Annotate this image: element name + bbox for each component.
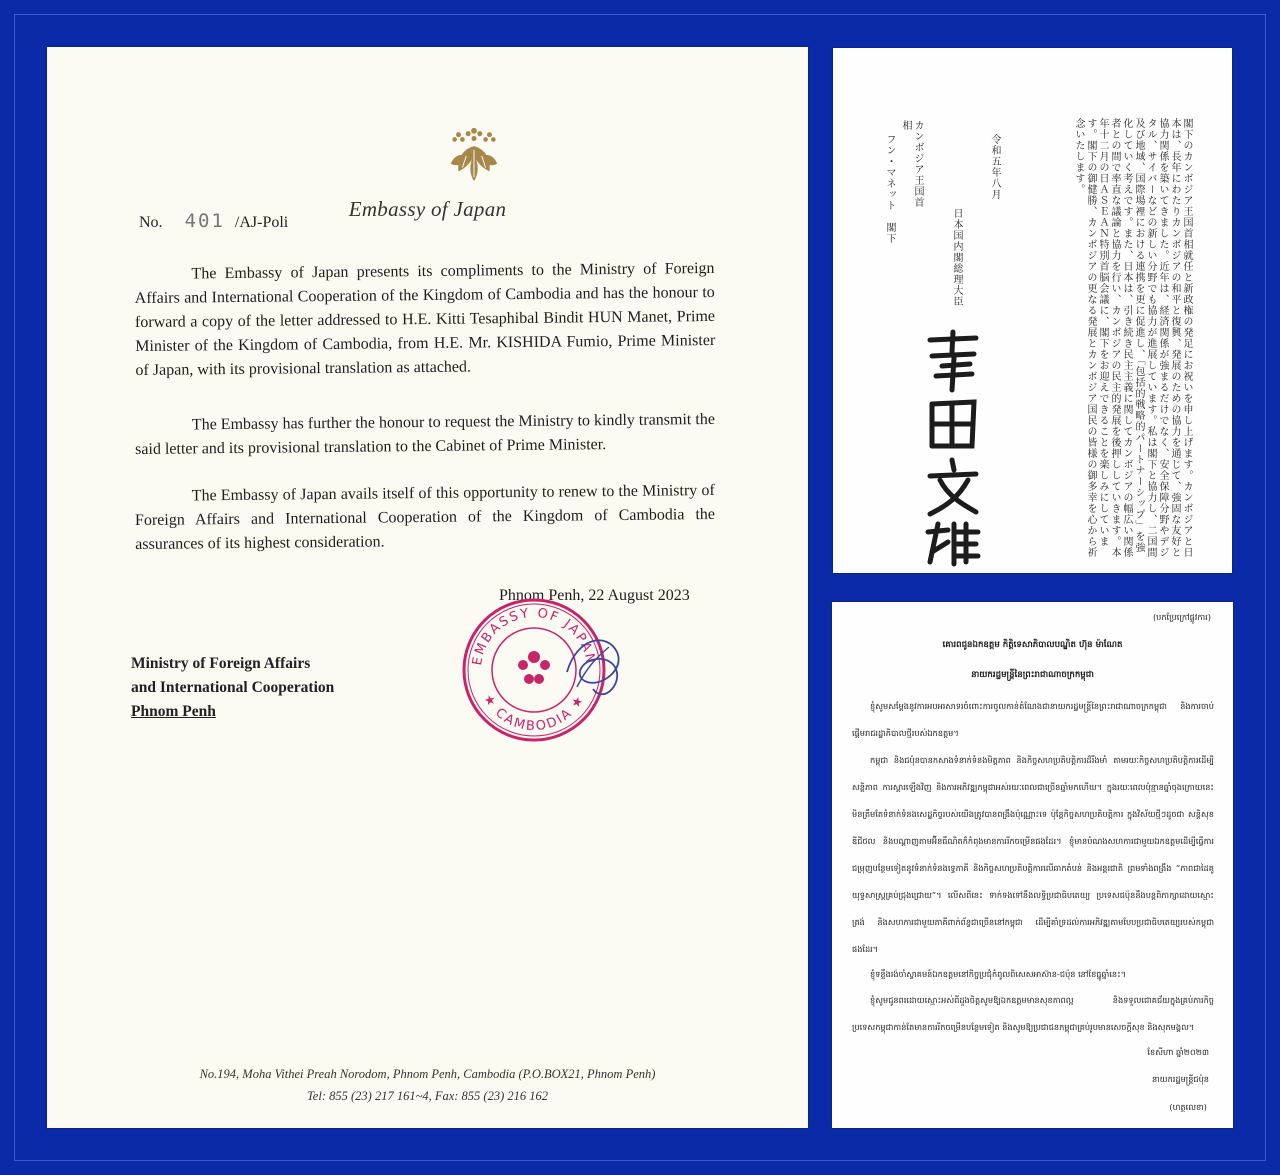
japanese-letter <box>833 48 1232 573</box>
svg-text:★ CAMBODIA ★: ★ CAMBODIA ★ <box>479 691 589 735</box>
addressee-line-2: and International Cooperation <box>131 679 335 696</box>
khmer-translation <box>832 602 1233 1128</box>
addressee-line-1: Ministry of Foreign Affairs <box>131 655 311 672</box>
english-note-verbale <box>47 47 808 1128</box>
km-signature-note: (ហត្ថលេខា) <box>1169 1102 1207 1112</box>
ref-prefix: No. <box>139 214 163 231</box>
ref-number: 401 <box>184 210 225 232</box>
kishida-handwritten-signature <box>918 328 988 568</box>
letterhead-footer <box>47 1063 808 1107</box>
footer-address: No.194, Moha Vithei Preah Norodom, Phnom Penh, Cambodia (P.O.BOX21, Phnom Penh) <box>199 1067 656 1081</box>
addressee-line-3: Phnom Penh <box>131 703 216 720</box>
dateline: Phnom Penh, 22 August 2023 <box>499 587 690 604</box>
body-paragraph-2: The Embassy has further the honour to request the Ministry to kindly transmit the said letter and its provisional translation to the Cabinet of Prime Minister. <box>135 410 715 459</box>
km-paragraph-2: កម្ពុជា និងជប៉ុនបានកសាងទំនាក់ទំនងមិត្តភាព និងកិច្ចសហប្រតិបត្តិការដ៏រឹងមាំ តាមរយៈកិច្ចសហប្រតិបត្តិការដើម្បីសន្តិភាព ការស្តារឡើងវិញ និងការអភិវឌ្ឍកម្ពុជាអស់រយៈពេលជាច្រើនឆ្នាំមកហើយ។ ក្នុងរយៈពេលប៉ុន្មានឆ្នាំចុងក្រោយនេះ មិនត្រឹមតែទំនាក់ទំនងសេដ្ឋកិច្ចរបស់យើងត្រូវបានពង្រឹងប៉ុណ្ណោះទេ ប៉ុន្តែកិច្ចសហប្រតិបត្តិការ ក្នុងវិស័យថ្មីៗដូចជា សន្តិសុខ ឌីជីថល និងបណ្តាញតាមអ៊ីនធឺណិតក៏កំពុងមានការរីកចម្រើនផងដែរ។ ខ្ញុំមានបំណងសហការជាមួយឯកឧត្តមដើម្បីធ្វើការជម្រុញបន្ថែមទៀតនូវទំនាក់ទំនងទ្វេភាគី និងកិច្ចសហប្រតិបត្តិការលើឆាកតំបន់ និងអន្តរជាតិ ព្រមទាំងពង្រឹង “ភាពជាដៃគូយុទ្ធសាស្ត្រគ្រប់ជ្រុងជ្រោយ”។ លើសពីនេះ ទាក់ទងទៅនឹងលទ្ធិប្រជាធិបតេយ្យ ប្រទេសជប៉ុននឹងបន្តពិភាក្សាដោយស្មោះត្រង់ និងសហការជាមួយភាគីពាក់ព័ន្ធជាច្រើននៅកម្ពុជា ដើម្បីគាំទ្រដល់ការអភិវឌ្ឍតាមបែបប្រជាធិបតេយ្យរបស់កម្ពុជាផងដែរ។ <box>852 755 1214 954</box>
jp-letter-body: 閣下のカンボジア王国首相就任と新政権の発足にお祝いを申し上げます。カンボジアと日本は、長年にわたりカンボジアの和平と復興、発展のための協力を通じて、強固な友好と協力関係を築いてきました。近年は、経済関係が強まるだけでなく、安全保障分野やデジタル、サイバーなどの新しい分野でも協力が進展しています。私は閣下と協力し、二国間及び地域、国際場裡における連携を更に促進し、「包括的戦略的パートナーシップ」を強化していく考えです。また、日本は、引き続き民主主義に関してカンボジアの幅広い関係者との間で率直な議論と協力を行い、カンボジアの民主的発展を後押ししていきます。本年十二月の日ＡＳＥＡＮ特別首脳会議に、閣下をお迎えできることを楽しみにしています。閣下の御健勝、カンボジアの更なる発展とカンボジア国民の皆様の御多幸を心から祈念いたします。 <box>1073 118 1192 558</box>
km-date: ខែសីហា ឆ្នាំ២០២៣ <box>1147 1047 1209 1057</box>
handwritten-initials-signature <box>547 627 637 702</box>
ref-suffix: /AJ-Poli <box>234 214 289 231</box>
body-paragraph-1: The Embassy of Japan presents its compliments to the Ministry of Foreign Affairs and International Cooperation of the Kingdom of Cambodia and has the honour to forward a copy of the letter addressed to H.E. Kitti Tesaphibal Bindit HUN Manet, Prime Minister of the Kingdom of Cambodia, from H.E. Mr. KISHIDA Fumio, Prime Minister of Japan, with its provisional translation as attached. <box>134 259 716 380</box>
jp-addressee-name: フン・マネット 閣下 <box>884 134 895 244</box>
km-title-line-2: នាយករដ្ឋមន្ត្រីនៃព្រះរាជាណាចក្រកម្ពុជា <box>971 670 1094 680</box>
km-paragraph-3: ខ្ញុំទន្ទឹងរង់ចាំស្វាគមន៍ឯកឧត្តមនៅកិច្ចប្រជុំកំពូលពិសេសអាស៊ាន-ជប៉ុន នៅខែធ្នូឆ្នាំនេះ។ <box>870 969 1127 979</box>
jp-addressee-title: カンボジア王国首相 <box>900 120 923 208</box>
body-paragraph-3: The Embassy of Japan avails itself of this opportunity to renew to the Ministry of Foreign Affairs and International Cooperation of the Kingdom of Cambodia the assurances of its highest consideration. <box>134 481 716 554</box>
km-paragraph-4: ខ្ញុំសូមជូនពរដោយស្មោះអស់ពីដួងចិត្តសូមឱ្យឯកឧត្តមមានសុខភាពល្អ និងទទួលជោគជ័យក្នុងគ្រប់ភារកិច្ច ប្រទេសកម្ពុជាកាន់តែមានការរីកចម្រើនបន្ថែមទៀត និងសូមឱ្យប្រជាជនកម្ពុជាគ្រប់រូបមានសេចក្តីសុខ និងសុភមង្គល។ <box>852 995 1214 1032</box>
jp-date: 令和五年八月 <box>989 134 1000 200</box>
jp-sender-title: 日本国内閣総理大臣 <box>951 208 962 307</box>
km-title-line-1: គោរពជូនឯកឧត្តម កិត្តិទេសាភិបាលបណ្ឌិត ហ៊ុន ម៉ាណែត <box>942 640 1123 650</box>
unofficial-translation-note: (បកប្រែក្រៅផ្លូវការ) <box>1152 612 1211 622</box>
addressee-block <box>131 652 334 724</box>
letterhead-title: Embassy of Japan <box>348 197 507 221</box>
paulownia-crest-icon <box>445 125 503 183</box>
svg-text:EMBASSY OF JAPAN: EMBASSY OF JAPAN <box>470 605 598 667</box>
reference-number <box>139 210 288 232</box>
km-paragraph-1: ខ្ញុំសូមសម្តែងនូវការអបអរសាទរចំពោះការចូលកាន់តំណែងជានាយករដ្ឋមន្ត្រីនៃព្រះរាជាណាចក្រកម្ពុជា និងការចាប់ផ្តើមរាជរដ្ឋាភិបាលថ្មីរបស់ឯកឧត្តម។ <box>852 701 1214 738</box>
km-signer: នាយករដ្ឋមន្ត្រីជប៉ុន <box>1151 1074 1209 1084</box>
footer-contact: Tel: 855 (23) 217 161~4, Fax: 855 (23) 216 162 <box>307 1089 548 1103</box>
